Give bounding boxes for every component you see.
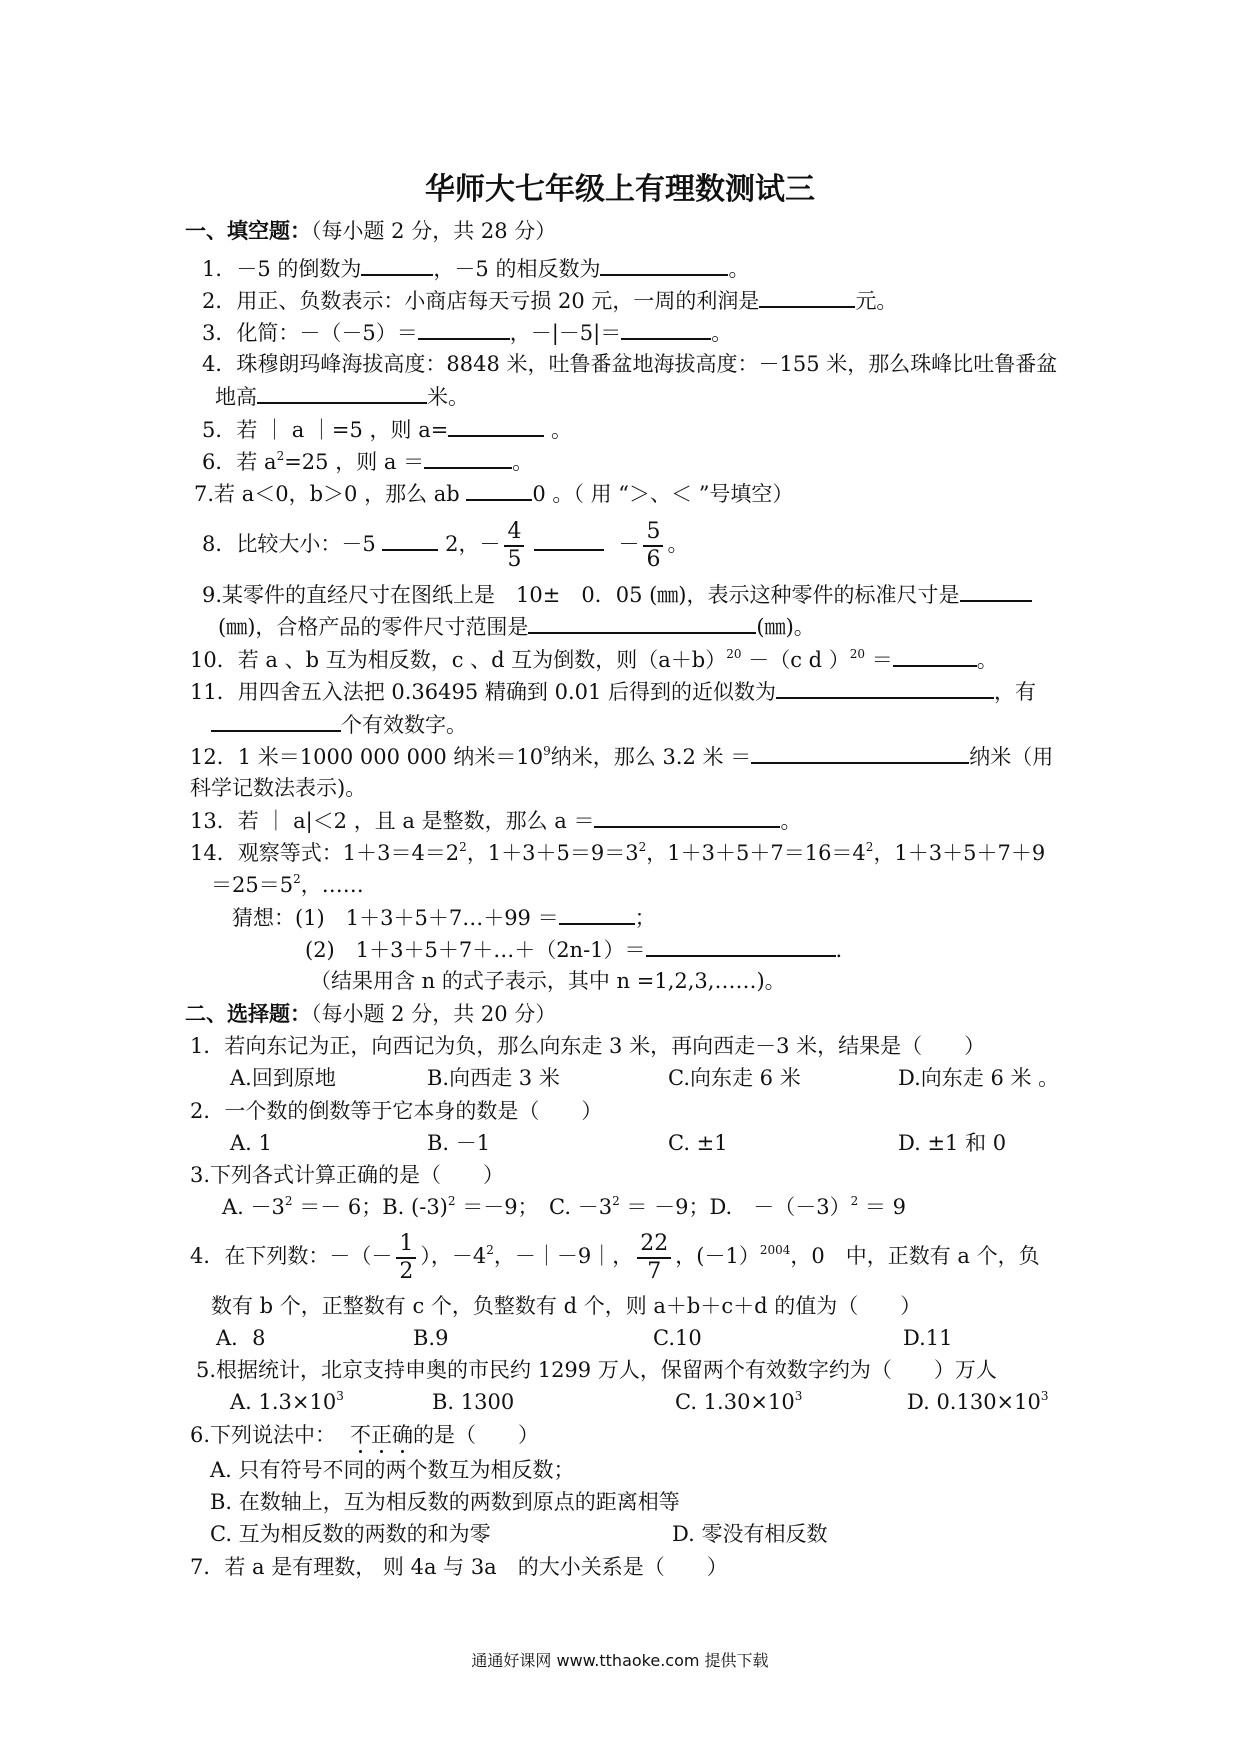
question-8: 8．比较大小：－5 2，－ $\frac{4}{5}$ － $\frac{5}{6}$ 。 xyxy=(202,518,689,572)
fraction-5-6: $\frac{5}{6}$ xyxy=(643,519,663,573)
question-4: 4．珠穆朗玛峰海拔高度：8848 米，吐鲁番盆地海拔高度：－155 米，那么珠峰比吐鲁番盆 xyxy=(202,352,1058,376)
choice-2-option-c: C. ±1 xyxy=(668,1131,728,1155)
question-9: 9.某零件的直经尺寸在图纸上是 10± 0．05 (㎜)，表示这种零件的标准尺寸是 xyxy=(202,580,1032,609)
choice-5: 5.根据统计，北京支持申奥的市民约 1299 万人，保留两个有效数字约为（ ）万人 xyxy=(196,1358,997,1382)
choice-4: 4．在下列数：－（－ $\frac{1}{2}$ ），$-4^2$，－｜－9｜， $\frac{22}{7}$ ，(－1）$^{2004}$，0 中，正数有 a 个，负 xyxy=(190,1230,1040,1284)
choice-4-option-a: A．8 xyxy=(216,1326,266,1350)
choice-5-option-a: A. $1.3\times 10^3$ xyxy=(230,1389,344,1414)
section-header-fill-blank: 一、填空题：（每小题 2 分，共 28 分） xyxy=(185,219,557,243)
fraction-1-2: $\frac{1}{2}$ xyxy=(396,1231,416,1285)
choice-5-option-d: D. $0.130\times 10^3$ xyxy=(907,1389,1049,1414)
choice-2-option-a: A. 1 xyxy=(230,1131,272,1155)
choice-1: 1．若向东记为正，向西记为负，那么向东走 3 米，再向西走－3 米，结果是（ ） xyxy=(190,1034,986,1058)
choice-4-option-d: D.11 xyxy=(903,1326,953,1350)
fraction-22-7: $\frac{22}{7}$ xyxy=(637,1231,671,1285)
question-11-cont: 个有效数字。 xyxy=(211,710,467,739)
choice-7: 7．若 a 是有理数， 则 4a 与 3a 的大小关系是（ ） xyxy=(190,1555,728,1579)
choice-6-option-d: D. 零没有相反数 xyxy=(672,1522,828,1546)
page-title: 华师大七年级上有理数测试三 xyxy=(425,172,815,207)
question-13: 13．若 ｜ a|＜2 ，且 a 是整数，那么 a ＝ 。 xyxy=(190,806,801,835)
choice-1-option-a: A.回到原地 xyxy=(230,1066,336,1090)
choice-6-option-c: C. 互为相反数的两数的和为零 xyxy=(210,1522,491,1546)
choice-5-option-b: B. 1300 xyxy=(432,1390,515,1414)
question-14: 14．观察等式：$1+3=4=2^2$，$1+3+5=9=3^2$，$1+3+5+7=16=4^2$，1＋3＋5＋7＋9 xyxy=(190,840,1046,865)
question-11: 11．用四舍五入法把 0.36495 精确到 0.01 后得到的近似数为 ，有 xyxy=(190,677,1036,706)
question-12: 12．1 米＝1000 000 000 纳米$=10^9$纳米，那么 3.2 米 ＝ 纳米（用 xyxy=(190,744,1054,769)
fraction-4-5: $\frac{4}{5}$ xyxy=(504,519,524,573)
choice-1-option-b: B.向西走 3 米 xyxy=(427,1066,560,1090)
question-14-note: （结果用含 n 的式子表示，其中 n =1,2,3,……)。 xyxy=(310,969,786,993)
choice-4-option-b: B.9 xyxy=(413,1326,449,1350)
question-14-cont: $=25=5^2$，…… xyxy=(211,872,364,897)
choice-4-option-c: C.10 xyxy=(653,1326,702,1350)
choice-2-option-b: B. －1 xyxy=(427,1131,491,1155)
choice-3: 3.下列各式计算正确的是（ ） xyxy=(190,1163,505,1187)
question-7: 7.若 a＜0，b＞0 ，那么 ab 0 。（ 用 “＞、＜ ”号填空） xyxy=(194,479,793,508)
question-12-cont: 科学记数法表示)。 xyxy=(190,776,367,800)
choice-6: 6.下列说法中： 不正确的是（ ） xyxy=(190,1423,540,1447)
choice-5-option-c: C. $1.30\times 10^3$ xyxy=(675,1389,803,1414)
choice-6-option-b: B. 在数轴上，互为相反数的两数到原点的距离相等 xyxy=(210,1490,680,1514)
question-4-cont: 地高 米。 xyxy=(215,382,469,411)
choice-1-option-c: C.向东走 6 米 xyxy=(668,1066,801,1090)
question-2: 2．用正、负数表示：小商店每天亏损 20 元，一周的利润是 元。 xyxy=(202,286,897,315)
question-10: 10．若 a 、b 互为相反数，c 、d 互为倒数，则$(a+b)^{20} -(c$ d ）$^{20}$ ＝ 。 xyxy=(190,647,998,672)
page-footer: 通通好课网 www.tthaoke.com 提供下载 xyxy=(471,1651,769,1670)
choice-6-option-a: A. 只有符号不同的两个数互为相反数； xyxy=(210,1458,575,1482)
question-14-guess-2: (2) 1＋3＋5＋7＋…＋（2n-1）＝ . xyxy=(305,935,842,964)
choice-3-options: A. $-3^2 =- 6$；B. $(-3)^2 =-9$； C. $-3^2 = -9$；D. $-(-3)^2 = 9$ xyxy=(222,1194,906,1219)
question-1: 1．－5 的倒数为 ，－5 的相反数为 。 xyxy=(202,254,749,283)
question-14-guess-1: 猜想：(1) 1＋3＋5＋7…＋99 ＝ ； xyxy=(232,903,656,932)
choice-4-cont: 数有 b 个，正整数有 c 个，负整数有 d 个，则 a＋b＋c＋d 的值为（ ） xyxy=(211,1294,922,1318)
question-3: 3．化简：－（－5）＝ ，－|－5|＝ 。 xyxy=(202,318,732,347)
choice-2: 2．一个数的倒数等于它本身的数是（ ） xyxy=(190,1099,603,1123)
choice-1-option-d: D.向东走 6 米 。 xyxy=(898,1066,1060,1090)
question-9-cont: (㎜)，合格产品的零件尺寸范围是 (㎜)。 xyxy=(218,612,815,641)
section-header-choice: 二、选择题：（每小题 2 分，共 20 分） xyxy=(185,1002,557,1026)
choice-2-option-d: D. ±1 和 0 xyxy=(898,1131,1007,1155)
question-5: 5．若 ｜ a ｜=5 ，则 a= 。 xyxy=(202,415,572,444)
question-6: 6．若 $a^2=25$ ，则 a ＝ 。 xyxy=(202,449,534,474)
